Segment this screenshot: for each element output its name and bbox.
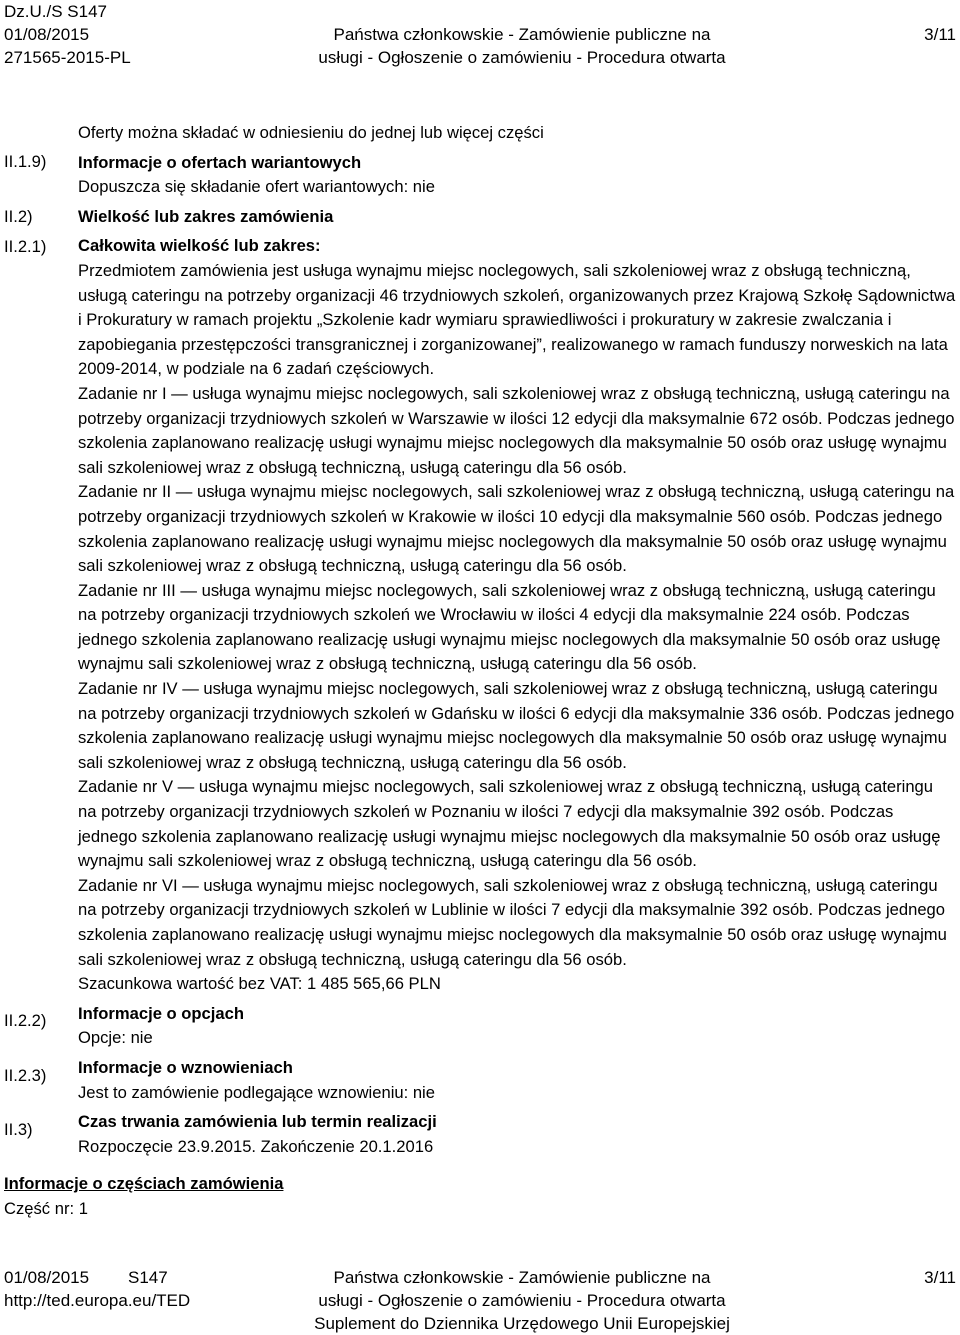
renewals-text: Jest to zamówienie podlegające wznowieniu: nie (78, 1082, 435, 1102)
scope-description: Przedmiotem zamówienia jest usługa wynajmu miejsc noclegowych, sali szkoleniowej wraz z obsługą techniczną, usługą cateringu na potrzeby organizacji 46 trzydniowych szkoleń, organizowanych przez Krajową Szkołę Sądownictwa i Prokuratury w ramach projektu „Szkolenie kadr wymiaru sprawiedliwości i prokuratury w zakresie zwalczania i zapobiegania przestępczości transgranicznej i zorganizowanej”, realizowanego w ramach funduszy norweskich na lata 2009-2014, w podziale na 6 zadań częściowych. (78, 260, 956, 379)
variants-heading: Informacje o ofertach wariantowych (78, 152, 362, 172)
duration-heading: Czas trwania zamówienia lub termin realizacji (78, 1112, 437, 1132)
task-6: Zadanie nr VI — usługa wynajmu miejsc noclegowych, sali szkoleniowej wraz z obsługą techniczną, usługą cateringu na potrzeby organizacji trzydniowych szkoleń w Lublinie w ilości 7 edycji dla maksymalnie 392 osób. Podczas jednego szkolenia zaplanowano realizację usługi wynajmu miejsc noclegowych dla maksymalnie 50 osób oraz usługę wynajmu sali szkoleniowej wraz z obsługą techniczną, usługą cateringu dla 56 osób. (78, 875, 947, 969)
footer-url[interactable]: http://ted.europa.eu/TED (4, 1291, 191, 1310)
lots-text: Oferty można składać w odniesieniu do jednej lub więcej części (78, 123, 544, 142)
footer-title-line3: Suplement do Dziennika Urzędowego Unii Europejskiej (314, 1314, 730, 1333)
options-heading: Informacje o opcjach (78, 1003, 244, 1023)
lots-section (4, 1172, 283, 1221)
header-page-number: 3/11 (924, 25, 956, 44)
task-1: Zadanie nr I — usługa wynajmu miejsc noclegowych, sali szkoleniowej wraz z obsługą techniczną, usługą cateringu na potrzeby organizacji trzydniowych szkoleń w Warszawie w ilości 12 edycji dla maksymalnie 672 osób. Podczas jednego szkolenia zaplanowano realizację usługi wynajmu miejsc noclegowych dla maksymalnie 50 osób oraz usługę wynajmu sali szkoleniowej wraz z obsługą techniczną, usługą cateringu dla 56 osób. (78, 383, 955, 477)
scope-heading: Wielkość lub zakres zamówienia (78, 206, 334, 226)
footer-series: S147 (128, 1268, 168, 1287)
task-5: Zadanie nr V — usługa wynajmu miejsc noclegowych, sali szkoleniowej wraz z obsługą techniczną, usługą cateringu na potrzeby organizacji trzydniowych szkoleń w Poznaniu w ilości 7 edycji dla maksymalnie 392 osób. Podczas jednego szkolenia zaplanowano realizację usługi wynajmu miejsc noclegowych dla maksymalnie 50 osób oraz usługę wynajmu sali szkoleniowej wraz z obsługą techniczną, usługą cateringu dla 56 osób. (78, 777, 941, 871)
notice-ref: 271565-2015-PL (4, 48, 131, 67)
renewals-heading: Informacje o wznowieniach (78, 1057, 293, 1077)
footer-title-line1: Państwa członkowskie - Zamówienie publiczne na (333, 1268, 711, 1287)
footer-date: 01/08/2015 (4, 1268, 90, 1287)
section-number: II.2.2) (4, 1011, 47, 1030)
page-header (4, 0, 956, 69)
task-2: Zadanie nr II — usługa wynajmu miejsc noclegowych, sali szkoleniowej wraz z obsługą techniczną, usługą cateringu na potrzeby organizacji trzydniowych szkoleń w Krakowie w ilości 10 edycji dla maksymalnie 560 osób. Podczas jednego szkolenia zaplanowano realizację usługi wynajmu miejsc noclegowych dla maksymalnie 50 osób oraz usługę wynajmu sali szkoleniowej wraz z obsługą techniczną, usługą cateringu dla 56 osób. (78, 482, 955, 576)
task-4: Zadanie nr IV — usługa wynajmu miejsc noclegowych, sali szkoleniowej wraz z obsługą techniczną, usługą cateringu na potrzeby organizacji trzydniowych szkoleń w Gdańsku w ilości 6 edycji dla maksymalnie 336 osób. Podczas jednego szkolenia zaplanowano realizację usługi wynajmu miejsc noclegowych dla maksymalnie 50 osób oraz usługę wynajmu sali szkoleniowej wraz z obsługą techniczną, usługą cateringu dla 56 osób. (78, 679, 955, 772)
total-scope-heading: Całkowita wielkość lub zakres: (78, 236, 321, 256)
header-date: 01/08/2015 (4, 25, 90, 44)
section-number: II.2) (4, 207, 33, 226)
task-3: Zadanie nr III — usługa wynajmu miejsc noclegowych, sali szkoleniowej wraz z obsługą techniczną, usługą cateringu na potrzeby organizacji trzydniowych szkoleń we Wrocławiu w ilości 4 edycji dla maksymalnie 224 osób. Podczas jednego szkolenia zaplanowano realizację usługi wynajmu miejsc noclegowych dla maksymalnie 50 osób oraz usługę wynajmu sali szkoleniowej wraz z obsługą techniczną, usługą cateringu dla 56 osób. (78, 580, 941, 674)
lot-number: Część nr: 1 (4, 1198, 88, 1218)
duration-text: Rozpoczęcie 23.9.2015. Zakończenie 20.1.2016 (78, 1136, 434, 1156)
footer-page-number: 3/11 (924, 1268, 956, 1287)
estimated-value: Szacunkowa wartość bez VAT: 1 485 565,66 PLN (78, 974, 441, 994)
section-number: II.2.3) (4, 1066, 47, 1085)
footer-title-line2: usługi - Ogłoszenie o zamówieniu - Procedura otwarta (318, 1291, 726, 1310)
journal-ref: Dz.U./S S147 (4, 2, 107, 21)
section-number: II.2.1) (4, 237, 47, 256)
lots-heading: Informacje o częściach zamówienia (4, 1174, 284, 1193)
notice-body (78, 121, 956, 1159)
options-text: Opcje: nie (78, 1028, 153, 1048)
variants-text: Dopuszcza się składanie ofert wariantowych: nie (78, 177, 435, 197)
section-number: II.3) (4, 1120, 33, 1139)
header-title-line1: Państwa członkowskie - Zamówienie publiczne na (333, 25, 711, 44)
page-footer (4, 1266, 956, 1335)
section-number: II.1.9) (4, 152, 47, 171)
header-title-line2: usługi - Ogłoszenie o zamówieniu - Procedura otwarta (318, 48, 726, 67)
